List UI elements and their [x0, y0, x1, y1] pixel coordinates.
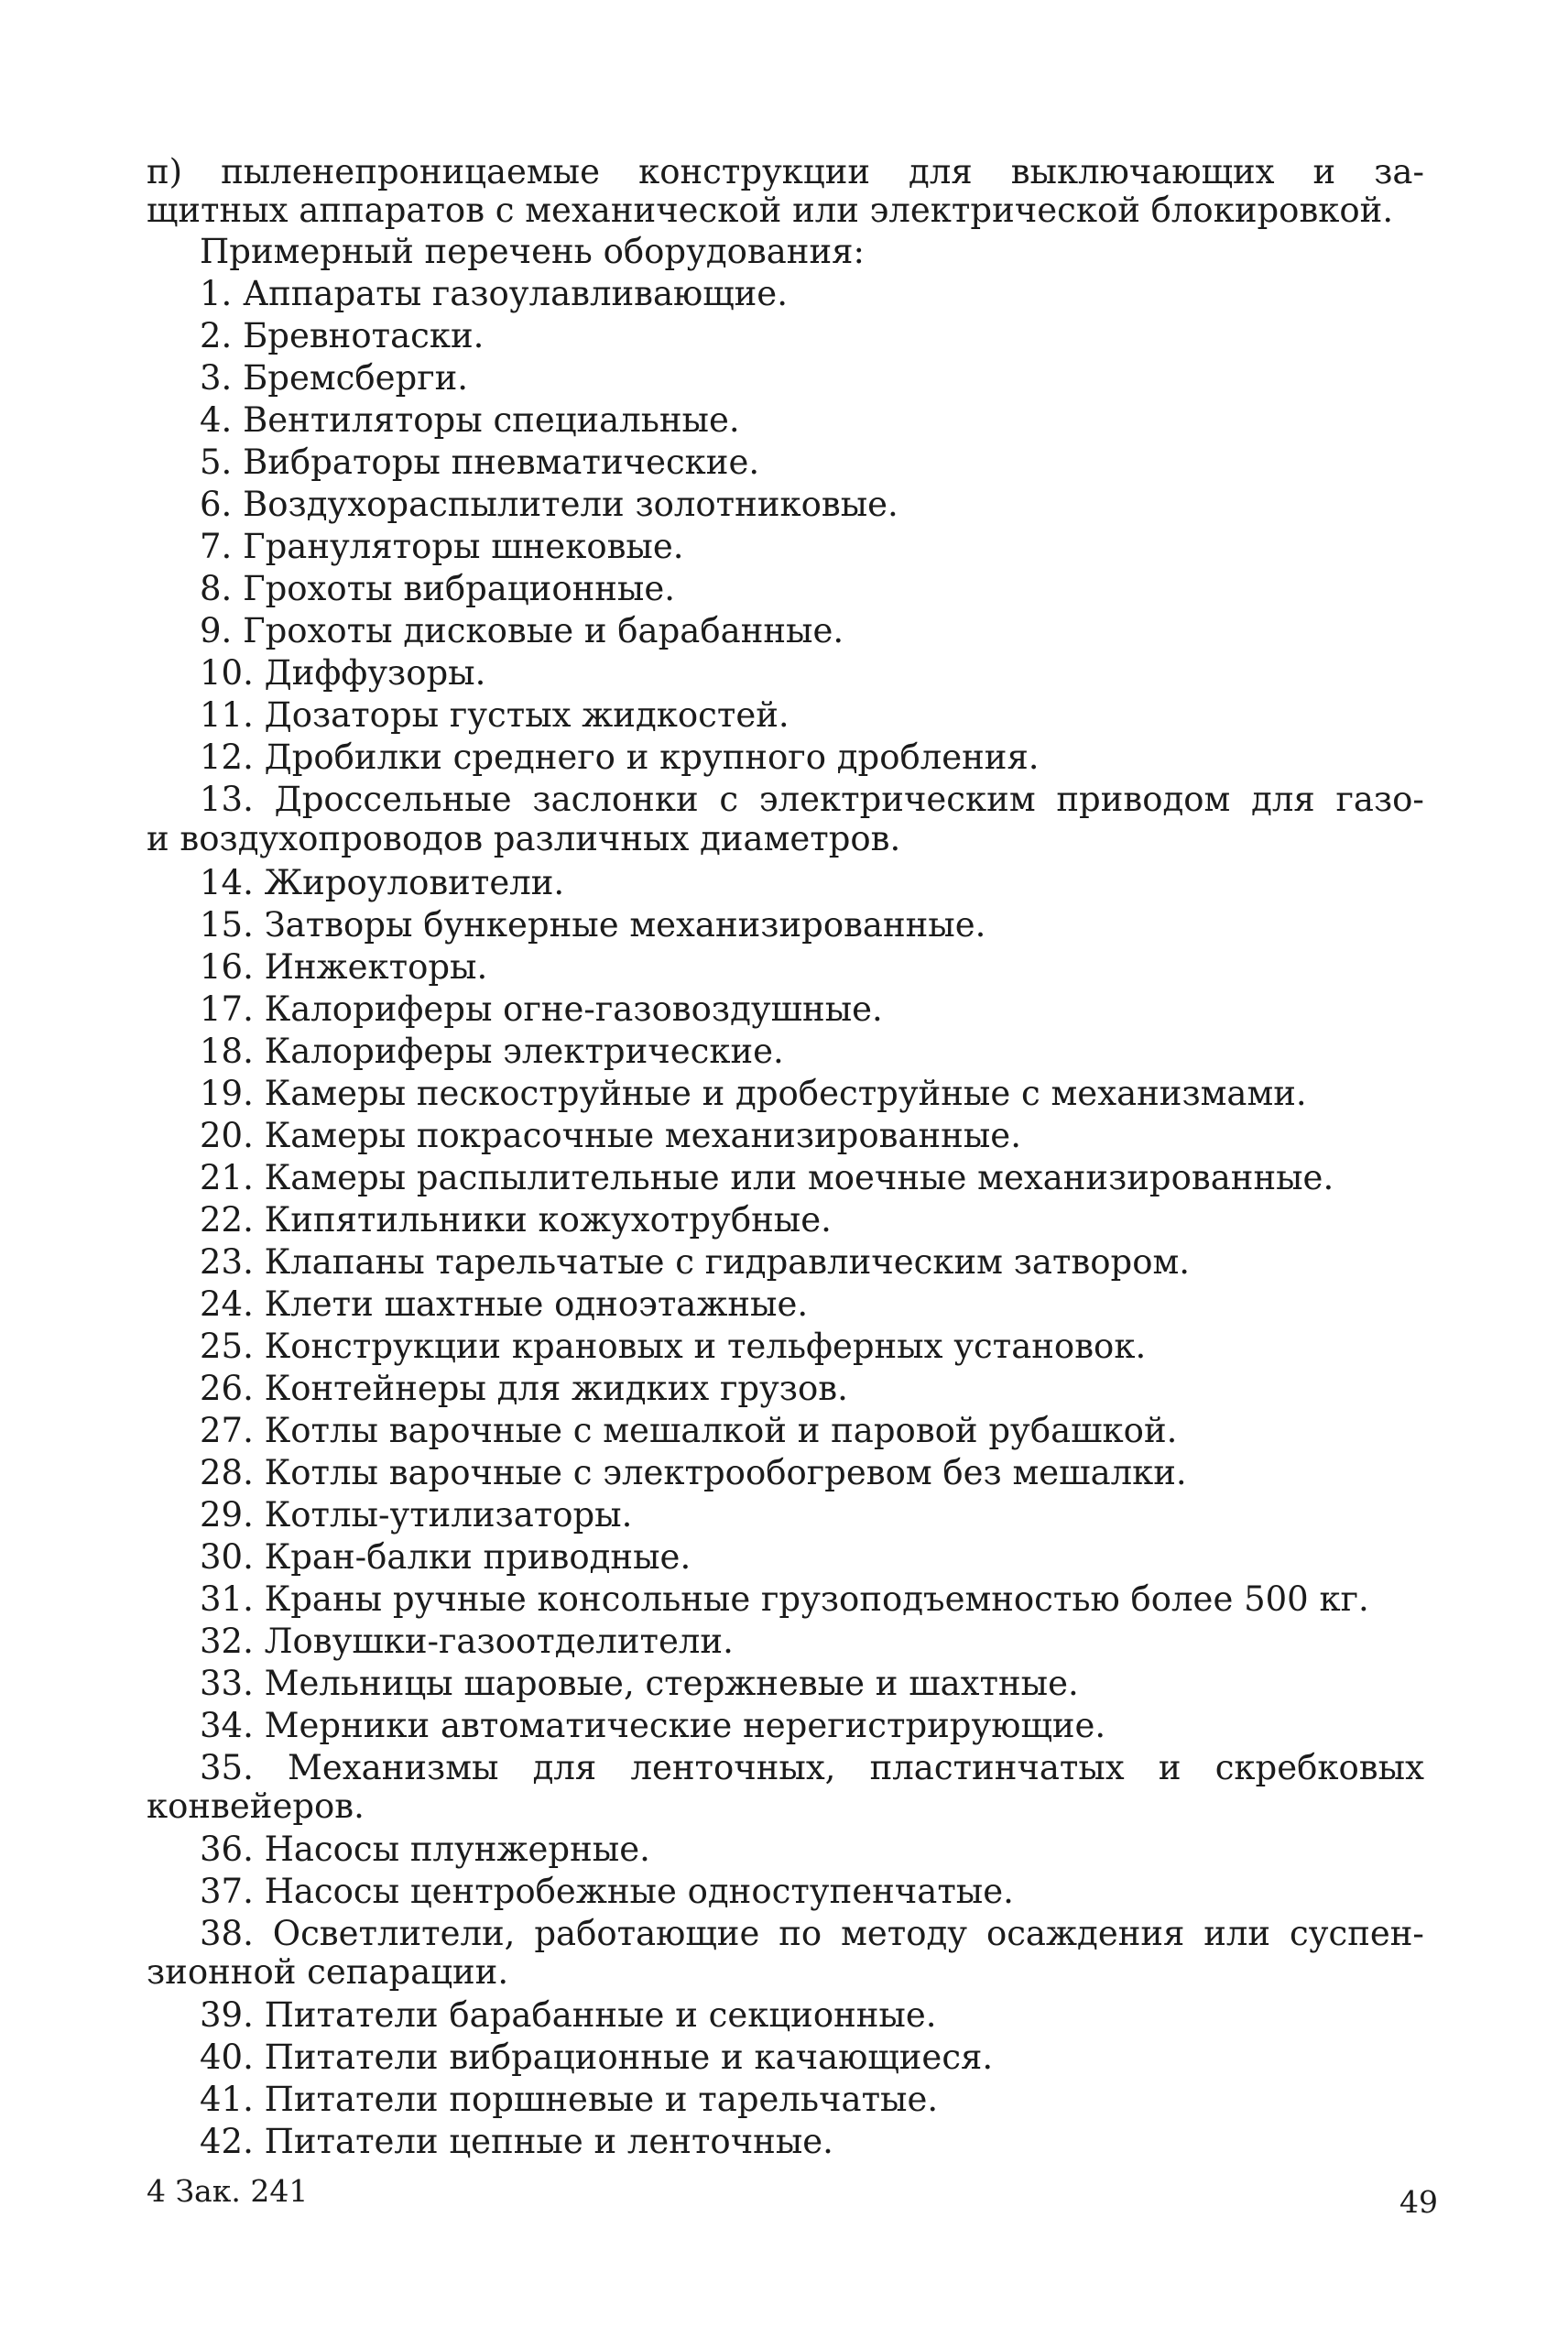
list-item — [200, 1621, 1568, 1663]
list-item — [200, 2037, 1568, 2079]
item-text: Грануляторы шнековые. — [243, 527, 684, 566]
word: приводом — [1056, 780, 1231, 819]
list-item — [200, 610, 1568, 652]
word: выключающих — [1010, 152, 1275, 191]
item-text: Воздухораспылители золотниковые. — [243, 485, 898, 524]
item-text: Вентиляторы специальные. — [243, 400, 740, 440]
word: пластинчатых — [869, 1748, 1125, 1787]
list-item-continuation: конвейеров. — [147, 1786, 365, 1826]
item-number: 37. — [200, 1872, 254, 1911]
list-item — [200, 1326, 1568, 1368]
item-text: Мерники автоматические нерегистрирующие. — [264, 1706, 1106, 1745]
item-text: Затворы бункерные механизированные. — [264, 905, 986, 945]
list-item — [200, 1705, 1568, 1747]
intro-line-2: щитных аппаратов с механической или электрической блокировкой. — [147, 191, 1394, 230]
item-text: Контейнеры для жидких грузов. — [264, 1369, 848, 1408]
list-item — [200, 1913, 1424, 1955]
list-item — [200, 442, 1568, 484]
item-number: 40. — [200, 2037, 254, 2077]
list-item — [200, 862, 1568, 904]
item-text: Конструкции крановых и тельферных установок. — [264, 1327, 1147, 1366]
word: суспен- — [1289, 1914, 1424, 1953]
list-item — [200, 1536, 1568, 1579]
word: за- — [1374, 152, 1424, 191]
list-item-continuation: зионной сепарации. — [147, 1952, 509, 1992]
item-text: Котлы варочные с электрообогревом без мешалки. — [264, 1453, 1187, 1492]
item-text: Аппараты газоулавливающие. — [243, 274, 788, 313]
item-number: 6. — [200, 485, 233, 524]
item-text: Насосы плунжерные. — [264, 1830, 650, 1869]
item-number: 7. — [200, 527, 233, 566]
item-number: 39. — [200, 1995, 254, 2035]
list-item — [200, 1241, 1568, 1284]
list-item — [200, 1115, 1568, 1157]
list-item — [200, 526, 1568, 568]
item-text: Питатели вибрационные и качающиеся. — [264, 2037, 994, 2077]
item-number: 5. — [200, 442, 233, 482]
item-number: 17. — [200, 989, 254, 1029]
item-number: 27. — [200, 1411, 254, 1450]
list-item — [200, 1663, 1568, 1705]
list-item — [200, 273, 1568, 315]
item-number: 35. — [200, 1748, 254, 1787]
item-number: 30. — [200, 1537, 254, 1577]
item-text: Краны ручные консольные грузоподъемностью более 500 кг. — [264, 1579, 1369, 1619]
item-text: Насосы центробежные одноступенчатые. — [264, 1872, 1014, 1911]
item-number: 18. — [200, 1032, 254, 1071]
word: Осветлители, — [272, 1914, 516, 1953]
item-number: 41. — [200, 2080, 254, 2119]
list-item — [200, 989, 1568, 1031]
list-item — [200, 1452, 1568, 1494]
item-text: Дробилки среднего и крупного дробления. — [264, 737, 1040, 777]
item-text: Бревнотаски. — [243, 316, 485, 355]
list-item — [200, 2079, 1568, 2121]
item-number: 24. — [200, 1284, 254, 1324]
item-number: 4. — [200, 400, 233, 440]
list-item — [200, 779, 1424, 821]
item-number: 23. — [200, 1242, 254, 1282]
list-item — [200, 694, 1568, 737]
item-text: Питатели цепные и ленточные. — [264, 2122, 833, 2161]
word: скребковых — [1214, 1748, 1424, 1787]
item-text: Камеры пескоструйные и дробеструйные с механизмами. — [264, 1074, 1307, 1113]
word: для — [1251, 780, 1315, 819]
item-text: Калориферы огне-газовоздушные. — [264, 989, 883, 1029]
list-item — [200, 1368, 1568, 1410]
item-number: 13. — [200, 780, 254, 819]
item-number: 3. — [200, 358, 233, 398]
word: Механизмы — [288, 1748, 499, 1787]
word: осаждения — [985, 1914, 1185, 1953]
item-number: 15. — [200, 905, 254, 945]
item-number: 9. — [200, 611, 233, 650]
item-number: 16. — [200, 947, 254, 987]
item-text: Ловушки-газоотделители. — [264, 1622, 734, 1661]
item-text: Жироуловители. — [264, 863, 565, 902]
list-item — [200, 1871, 1568, 1913]
item-number: 11. — [200, 695, 254, 735]
item-text: Клети шахтные одноэтажные. — [264, 1284, 809, 1324]
list-item — [200, 1284, 1568, 1326]
item-number: 29. — [200, 1495, 254, 1535]
item-text: Бремсберги. — [243, 358, 469, 398]
item-number: 1. — [200, 274, 233, 313]
word: методу — [841, 1914, 968, 1953]
item-text: Дозаторы густых жидкостей. — [264, 695, 789, 735]
item-number: 42. — [200, 2122, 254, 2161]
item-number: 20. — [200, 1116, 254, 1155]
list-item — [200, 1157, 1568, 1199]
list-item — [200, 315, 1568, 357]
item-number: 26. — [200, 1369, 254, 1408]
item-text: Вибраторы пневматические. — [243, 442, 760, 482]
item-number: 21. — [200, 1158, 254, 1197]
item-number: 36. — [200, 1830, 254, 1869]
list-item — [200, 1494, 1568, 1536]
item-text: Мельницы шаровые, стержневые и шахтные. — [264, 1664, 1079, 1703]
list-item — [200, 2121, 1568, 2163]
word: заслонки — [532, 780, 699, 819]
list-item-continuation: и воздухопроводов различных диаметров. — [147, 819, 901, 858]
word: с — [719, 780, 739, 819]
item-text: Кипятильники кожухотрубные. — [264, 1200, 832, 1240]
item-text: Диффузоры. — [264, 653, 486, 693]
item-number: 31. — [200, 1579, 254, 1619]
word: по — [779, 1914, 822, 1953]
list-heading: Примерный перечень оборудования: — [200, 232, 865, 271]
item-number: 25. — [200, 1327, 254, 1366]
list-item — [200, 399, 1568, 442]
item-number: 19. — [200, 1074, 254, 1113]
intro-line-1 — [147, 151, 1424, 193]
item-text: Инжекторы. — [264, 947, 488, 987]
item-text: Калориферы электрические. — [264, 1032, 784, 1071]
word: пыленепроницаемые — [221, 152, 601, 191]
list-item — [200, 652, 1568, 694]
word: п) — [147, 152, 183, 191]
item-text: Камеры распылительные или моечные механизированные. — [264, 1158, 1334, 1197]
item-number: 12. — [200, 737, 254, 777]
list-item — [200, 1829, 1568, 1871]
item-number: 33. — [200, 1664, 254, 1703]
item-number: 14. — [200, 863, 254, 902]
word: электрическим — [758, 780, 1036, 819]
list-item — [200, 568, 1568, 610]
word: газо- — [1335, 780, 1424, 819]
item-number: 10. — [200, 653, 254, 693]
item-number: 2. — [200, 316, 233, 355]
list-item — [200, 1579, 1568, 1621]
word: работающие — [534, 1914, 760, 1953]
item-number: 8. — [200, 569, 233, 608]
list-item — [200, 946, 1568, 989]
item-number: 34. — [200, 1706, 254, 1745]
item-number: 28. — [200, 1453, 254, 1492]
item-text: Питатели барабанные и секционные. — [264, 1995, 937, 2035]
item-text: Кран-балки приводные. — [264, 1537, 691, 1577]
word: и — [1158, 1748, 1181, 1787]
list-item — [200, 1031, 1568, 1073]
item-number: 32. — [200, 1622, 254, 1661]
item-text: Камеры покрасочные механизированные. — [264, 1116, 1021, 1155]
word: и — [1312, 152, 1336, 191]
item-number: 22. — [200, 1200, 254, 1240]
word: конструкции — [638, 152, 871, 191]
list-item — [200, 1073, 1568, 1115]
item-text: Грохоты вибрационные. — [243, 569, 676, 608]
list-item — [200, 1747, 1424, 1789]
page-number: 49 — [1399, 2184, 1438, 2220]
list-item — [200, 357, 1568, 399]
item-text: Клапаны тарельчатые с гидравлическим затвором. — [264, 1242, 1191, 1282]
list-item — [200, 737, 1568, 779]
word: для — [532, 1748, 597, 1787]
order-number: 4 Зак. 241 — [147, 2173, 309, 2209]
word: для — [909, 152, 973, 191]
list-item — [200, 1199, 1568, 1241]
list-item — [200, 904, 1568, 946]
item-text: Котлы варочные с мешалкой и паровой рубашкой. — [264, 1411, 1178, 1450]
word: Дроссельные — [274, 780, 512, 819]
list-item — [200, 1410, 1568, 1452]
list-item — [200, 484, 1568, 526]
item-number: 38. — [200, 1914, 254, 1953]
item-text: Питатели поршневые и тарельчатые. — [264, 2080, 939, 2119]
item-text: Грохоты дисковые и барабанные. — [243, 611, 844, 650]
list-item — [200, 1994, 1568, 2037]
item-text: Котлы-утилизаторы. — [264, 1495, 633, 1535]
word: ленточных, — [630, 1748, 836, 1787]
word: или — [1203, 1914, 1271, 1953]
